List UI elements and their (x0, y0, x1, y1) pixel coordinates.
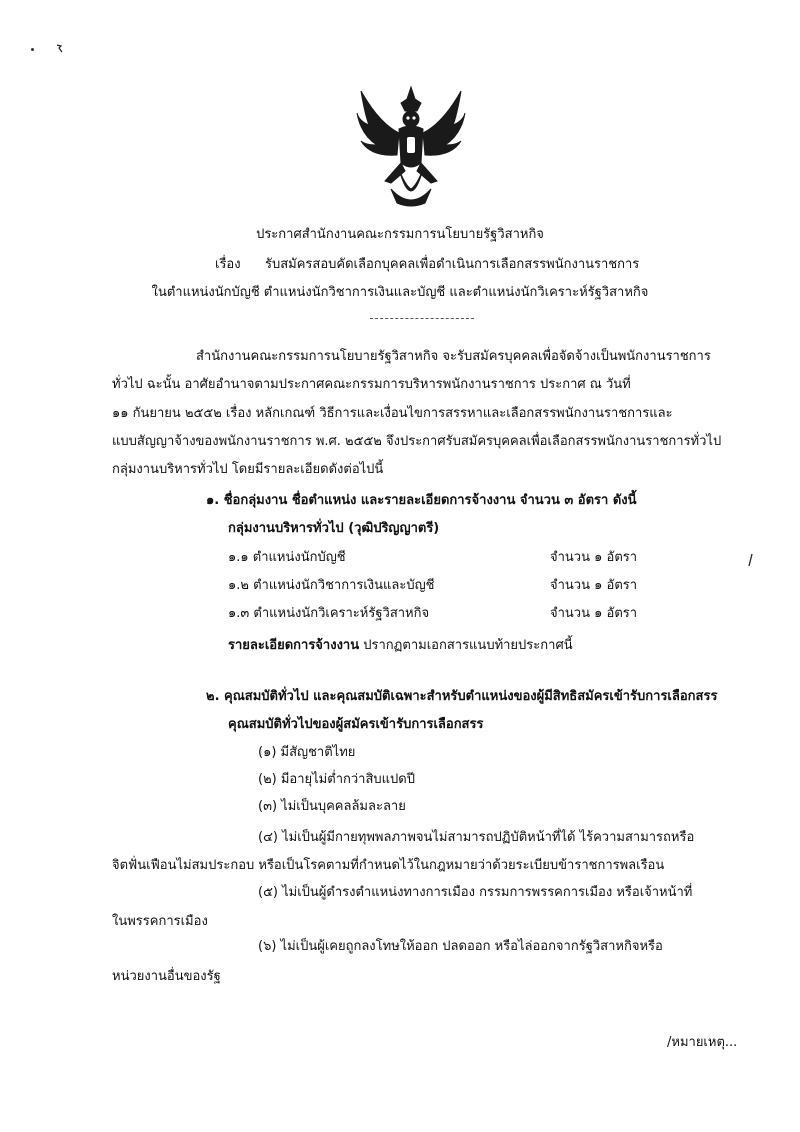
qualification-item-cont: หน่วยงานอื่นของรัฐ (112, 969, 221, 984)
position-item-label: ๑.๑ ตำแหน่งนักบัญชี (228, 550, 346, 565)
intro-line-2: ทั่วไป ฉะนั้น อาศัยอำนาจตามประกาศคณะกรรมการบริหารพนักงานราชการ ประกาศ ณ วันที่ (112, 377, 631, 392)
employment-detail-label: รายละเอียดการจ้างงาน (228, 638, 360, 653)
continuation-note: /หมายเหตุ... (667, 1035, 738, 1050)
qualification-item: (๖) ไม่เป็นผู้เคยถูกลงโทษให้ออก ปลดออก หรือไล่ออกจากรัฐวิสาหกิจหรือ (258, 939, 663, 954)
garuda-emblem (355, 85, 467, 213)
scan-speck (31, 48, 34, 51)
positions-line: ในตำแหน่งนักบัญชี ตำแหน่งนักวิชาการเงินและบัญชี และตำแหน่งนักวิเคราะห์รัฐวิสาหกิจ (151, 285, 649, 300)
intro-line-5: กลุ่มงานบริหารทั่วไป โดยมีรายละเอียดดังต่อไปนี้ (112, 462, 384, 477)
qualification-item: (๓) ไม่เป็นบุคคลล้มละลาย (258, 799, 406, 814)
qualification-item: (๔) ไม่เป็นผู้มีกายทุพพลภาพจนไม่สามารถปฏิบัติหน้าที่ได้ ไร้ความสามารถหรือ (258, 830, 695, 845)
qualification-item: (๕) ไม่เป็นผู้ดำรงตำแหน่งทางการเมือง กรรมการพรรคการเมือง หรือเจ้าหน้าที่ (258, 885, 693, 900)
subject-text: รับสมัครสอบคัดเลือกบุคคลเพื่อดำเนินการเลือกสรรพนักงานราชการ (265, 257, 640, 272)
section-1-group: กลุ่มงานบริหารทั่วไป (วุฒิปริญญาตรี) (228, 521, 440, 536)
qualification-item-cont: จิตฟั่นเฟือนไม่สมประกอบ หรือเป็นโรคตามที่กำหนดไว้ในกฎหมายว่าด้วยระเบียบข้าราชการพลเรือน (112, 858, 665, 873)
employment-detail (228, 637, 573, 655)
scan-mark (748, 552, 753, 566)
intro-line-1: สำนักงานคณะกรรมการนโยบายรัฐวิสาหกิจ จะรับสมัครบุคคลเพื่อจัดจ้างเป็นพนักงานราชการ (196, 349, 711, 364)
section-2-subheading: คุณสมบัติทั่วไปของผู้สมัครเข้ารับการเลือกสรร (228, 717, 484, 732)
intro-line-4: แบบสัญญาจ้างของพนักงานราชการ พ.ศ. ๒๕๕๒ จึงประกาศรับสมัครบุคคลเพื่อเลือกสรรพนักงานราชการทั่วไป (112, 434, 722, 449)
scan-speck (56, 38, 63, 47)
position-item-count: จำนวน ๑ อัตรา (550, 606, 638, 621)
employment-detail-text: ปรากฏตามเอกสารแนบท้ายประกาศนี้ (363, 638, 573, 653)
qualification-item: (๑) มีสัญชาติไทย (258, 745, 356, 760)
subject-label: เรื่อง (215, 257, 241, 272)
header-separator (370, 318, 474, 319)
position-item-label: ๑.๓ ตำแหน่งนักวิเคราะห์รัฐวิสาหกิจ (228, 606, 430, 621)
position-item-label: ๑.๒ ตำแหน่งนักวิชาการเงินและบัญชี (228, 578, 435, 593)
announcement-agency: ประกาศสำนักงานคณะกรรมการนโยบายรัฐวิสาหกิจ (256, 227, 544, 242)
qualification-item: (๒) มีอายุไม่ต่ำกว่าสิบแปดปี (258, 772, 415, 787)
section-1-heading: ๑. ชื่อกลุ่มงาน ชื่อตำแหน่ง และรายละเอียดการจ้างงาน จำนวน ๓ อัตรา ดังนี้ (206, 493, 637, 508)
intro-line-3: ๑๑ กันยายน ๒๕๕๒ เรื่อง หลักเกณฑ์ วิธีการและเงื่อนไขการสรรหาและเลือกสรรพนักงานราชการและ (112, 406, 673, 421)
position-item-count: จำนวน ๑ อัตรา (550, 550, 638, 565)
section-2-heading: ๒. คุณสมบัติทั่วไป และคุณสมบัติเฉพาะสำหรับตำแหน่งของผู้มีสิทธิสมัครเข้ารับการเลือกสรร (206, 689, 718, 704)
qualification-item-cont: ในพรรคการเมือง (112, 914, 208, 929)
position-item-count: จำนวน ๑ อัตรา (550, 578, 638, 593)
